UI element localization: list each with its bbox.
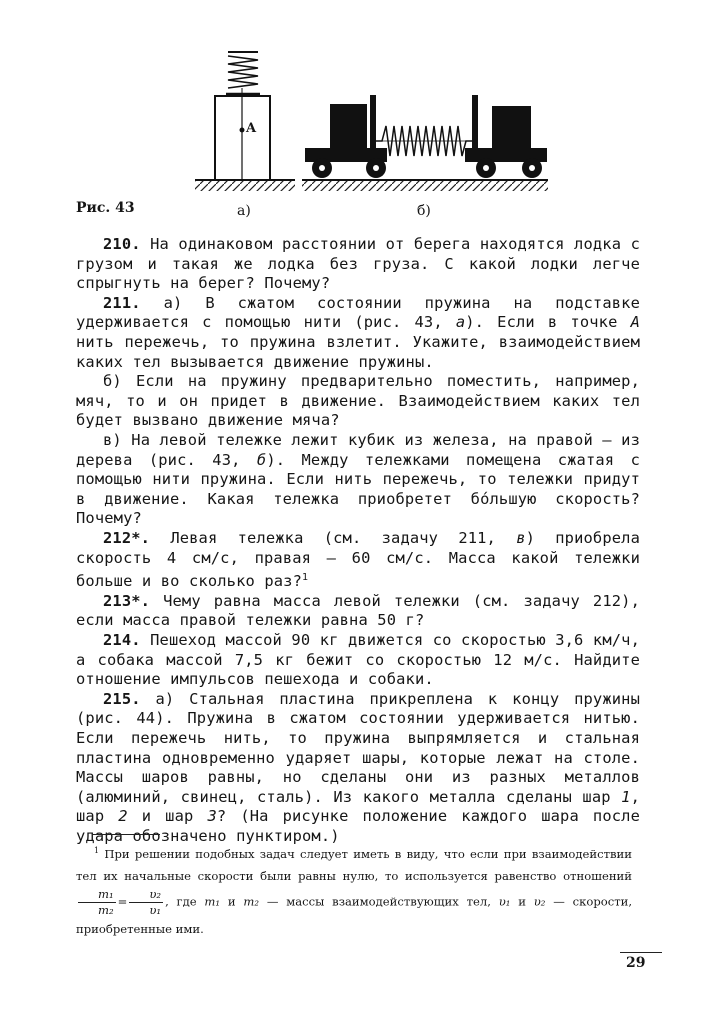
point-a-label: A — [246, 121, 257, 136]
equals-sign: = — [117, 894, 128, 909]
problem-text: , шар — [76, 787, 640, 826]
problem-text: Левая тележка (см. задачу 211, — [170, 528, 517, 547]
figure-ref: а — [455, 313, 466, 332]
footnote-text: и — [518, 894, 526, 909]
problem-number: 210. — [103, 235, 141, 253]
subfigure-a-label: а) — [237, 203, 251, 219]
spring-stand — [215, 96, 270, 180]
problem-ref: в — [516, 528, 526, 547]
left-cart — [305, 95, 387, 178]
page-number: 29 — [626, 955, 646, 971]
right-cart — [465, 95, 547, 178]
math-symbol: υ₁ — [498, 894, 511, 909]
footnote-text: и — [227, 894, 236, 909]
subfigure-b-label: б) — [417, 203, 431, 219]
problem-text: ). Если в точке — [465, 313, 631, 332]
problem-number: 213*. — [103, 591, 151, 610]
problem-212 — [76, 529, 640, 592]
fraction-numerator: m₁ — [78, 887, 116, 903]
math-symbol: υ₂ — [533, 894, 546, 909]
problem-text: ). Между тележками помещена сжатая с помощью нити пружина. Если нить пережечь, то тележки придут в движение. Какая тележка приобретет бóльшую скорость? Почему? — [76, 450, 640, 528]
problem-text: б) Если на пружину предварительно поместить, например, мяч, то и он придет в движение. Взаимодействием каких тел будет вызвано движение мяча? — [76, 372, 640, 430]
footnote-separator — [92, 834, 160, 835]
page-number-rule — [620, 952, 662, 953]
problem-211b — [76, 372, 640, 431]
math-symbol: m₂ — [243, 894, 260, 909]
footnote-text: — скорости, приобретенные ими. — [76, 894, 633, 936]
problem-text: а) Стальная пластина прикреплена к концу пружины (рис. 44). Пружина в сжатом состоянии удерживается нитью. Если пережечь нить, то пружина выпрямляется и стальная пластина одновременно ударяет шары, которые лежат на столе. Массы шаров равны, но сделаны они из разных металлов (алюминий, свинец, сталь). Из какого металла сделаны шар — [76, 689, 640, 806]
problem-number: 215. — [103, 689, 141, 708]
problem-text: а) В сжатом состоянии пружина на подставке удерживается с помощью нити (рис. 43, — [76, 293, 640, 332]
problem-number: 212*. — [103, 528, 151, 547]
problem-210 — [76, 235, 640, 294]
problem-text: Пешеход массой 90 кг движется со скоростью 3,6 км/ч, а собака массой 7,5 кг бежит со скоростью 12 м/с. Найдите отношение импульсов пешехода и собаки. — [76, 631, 640, 689]
ball-number: 2 — [118, 807, 128, 826]
fraction-denominator: m₂ — [98, 902, 114, 917]
ground-b — [302, 180, 548, 191]
ball-number: 3 — [207, 807, 217, 826]
figure-43 — [0, 0, 722, 230]
fraction-denominator: υ₁ — [149, 902, 162, 917]
spring-between-carts — [376, 126, 472, 156]
ball-number: 1 — [621, 787, 631, 806]
problem-text: Чему равна масса левой тележки (см. задачу 212), если масса правой тележки равна 50 г? — [76, 591, 640, 630]
figure-43-drawing — [0, 0, 722, 230]
math-symbol: m₁ — [204, 894, 221, 909]
problem-text: нить пережечь, то пружина взлетит. Укажите, взаимодействием каких тел вызывается движение пружины. — [76, 332, 640, 371]
problem-text: На одинаковом расстоянии от берега находятся лодка с грузом и такая же лодка без груза. С какой лодки легче спрыгнуть на берег? Почему? — [76, 235, 640, 293]
footnote-mark: 1 — [94, 846, 100, 855]
footnote-text: , где — [165, 894, 197, 909]
problem-text: ) приобрела скорость 4 см/с, правая — 60 см/с. Масса какой тележки больше и во сколько раз? — [76, 528, 640, 591]
fraction-numerator: υ₂ — [129, 887, 163, 903]
problem-211c — [76, 431, 640, 529]
problem-213 — [76, 592, 640, 631]
problem-214 — [76, 631, 640, 690]
problem-text: в) На левой тележке лежит кубик из железа, на правой — из дерева (рис. 43, — [76, 430, 640, 469]
ground-a — [195, 180, 295, 191]
point-ref: A — [630, 313, 641, 332]
problem-number: 214. — [103, 631, 141, 649]
problems-text — [76, 235, 640, 847]
compressed-spring-a — [226, 52, 260, 96]
problem-215 — [76, 690, 640, 847]
problem-text: ? (На рисунке положение каждого шара после удара обозначено пунктиром.) — [76, 807, 640, 845]
figure-ref: б — [256, 450, 267, 469]
footnote-mark: 1 — [301, 572, 309, 584]
footnote — [76, 840, 632, 940]
problem-211a — [76, 294, 640, 372]
footnote-text: — массы взаимодействующих тел, — [266, 894, 491, 909]
problem-number: 211. — [103, 293, 141, 312]
figure-caption: Рис. 43 — [76, 200, 135, 216]
problem-text: и шар — [127, 807, 208, 826]
velocity-ratio-fraction — [129, 887, 163, 918]
footnote-text: При решении подобных задач следует иметь в виду, что если при взаимодействии тел их начальные скорости были равны нулю, то используется равенство отношений — [76, 846, 632, 883]
mass-ratio-fraction — [78, 887, 116, 918]
